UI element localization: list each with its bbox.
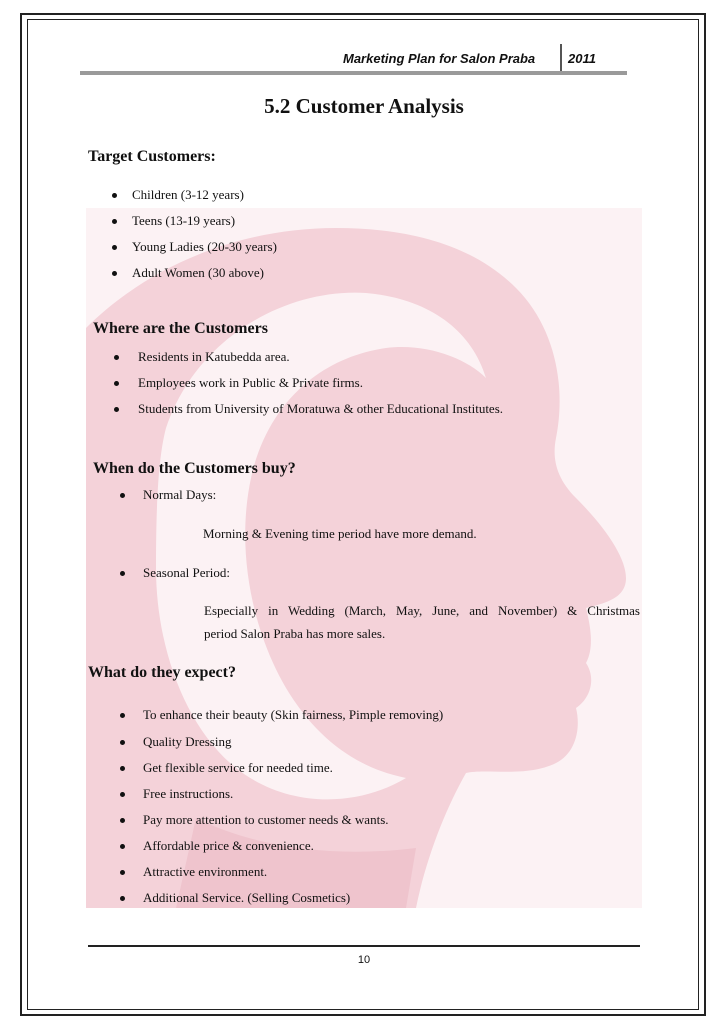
bullet-icon (120, 493, 125, 498)
bullet-icon (112, 219, 117, 224)
bullet-icon (120, 896, 125, 901)
header-separator (560, 44, 562, 72)
normal-days-text: Morning & Evening time period have more demand. (203, 526, 477, 541)
bullet-icon (120, 766, 125, 771)
bullet-icon (112, 193, 117, 198)
seasonal-text-line-1: Especially in Wedding (March, May, June, and November) & Christmas (204, 603, 640, 618)
bullet-icon (120, 792, 125, 797)
header-rule (80, 71, 627, 75)
page-content: Marketing Plan for Salon Praba 2011 5.2 Customer Analysis Target Customers: Children (3-12 years) Teens (13-19 years) Young Ladies (20-30 years) Adult Women (30 above) Where are the Customers Residents in Katubedda area. Employees work in Public & Private firms. Students from University of Moratuwa & other Educational Institutes. When do the Customers buy? Normal Days: Morning & Evening time period have more demand. Seasonal Period: Especially in Wedding (March, May, June, and November) & Christmas period Salon Praba has more sales. What do they expect? To enhance their beauty (Skin fairness, Pimple removing) Quality Dressing Get flexible service for needed time. Free instructions. Pay more attention to customer needs & wants. Affordable price & convenience. Attractive environment. Additional Service. (Selling Cosmetics) 10 (0, 0, 728, 1030)
section-heading-when: When do the Customers buy? (93, 460, 296, 477)
bullet-icon (120, 740, 125, 745)
footer-rule (88, 945, 640, 947)
bullet-icon (120, 571, 125, 576)
section-heading-target-customers: Target Customers: (88, 148, 216, 165)
bullet-icon (120, 844, 125, 849)
bullet-icon (114, 407, 119, 412)
page-heading: 5.2 Customer Analysis (264, 94, 464, 118)
header-year: 2011 (568, 51, 596, 66)
header-title: Marketing Plan for Salon Praba (343, 51, 536, 66)
section-heading-where: Where are the Customers (93, 320, 268, 337)
bullet-icon (120, 713, 125, 718)
section-heading-expect: What do they expect? (88, 664, 236, 681)
bullet-icon (112, 271, 117, 276)
bullet-icon (120, 818, 125, 823)
bullet-icon (112, 245, 117, 250)
page-number: 10 (357, 954, 371, 966)
bullet-icon (114, 381, 119, 386)
bullet-icon (120, 870, 125, 875)
bullet-icon (114, 355, 119, 360)
seasonal-text-line-2: period Salon Praba has more sales. (204, 626, 386, 641)
